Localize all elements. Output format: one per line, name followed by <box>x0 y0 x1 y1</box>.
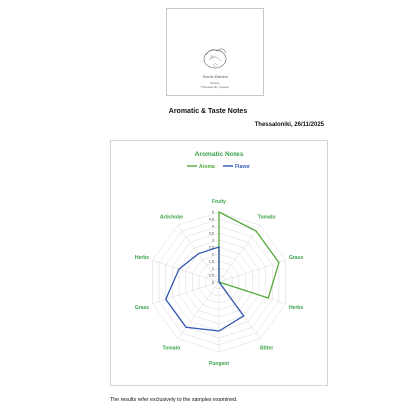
axis-label: Grass <box>288 254 304 261</box>
radar-chart <box>111 141 327 385</box>
axis-label: Pungent <box>209 361 229 367</box>
axis-label: Artichoke <box>159 214 183 221</box>
axis-label: Fruity <box>212 199 226 205</box>
logo-line: Winery <box>210 81 220 85</box>
axis-label: Grass <box>134 305 150 312</box>
tick-label: 0 <box>211 280 214 285</box>
tick-label: 4 <box>211 224 214 229</box>
axis-label: Bitter <box>260 345 274 352</box>
logo-emblem-icon <box>199 43 231 71</box>
tick-label: 5 <box>211 210 214 215</box>
tick-label: 0,5 <box>208 273 214 278</box>
logo-line: Thessaloniki, Greece <box>200 85 230 89</box>
tick-label: 3,5 <box>208 231 214 236</box>
tick-label: 3 <box>211 238 214 243</box>
document-place-date: Thessaloniki, 26/11/2025 <box>254 122 324 128</box>
chart-title: Aromatic Notes <box>194 151 244 158</box>
tick-label: 4,5 <box>208 217 214 222</box>
chart-frame <box>110 140 328 386</box>
footnote: The results refer exclusively to the samples examined. <box>110 397 238 403</box>
tick-label: 2 <box>211 252 214 257</box>
logo-wordmark: Texnis Eidolon <box>202 74 228 79</box>
tick-label: 2,5 <box>208 245 214 250</box>
legend-label: Aroma <box>199 164 215 170</box>
axis-label: Tomato <box>257 214 276 221</box>
axis-label: Tomato <box>162 345 181 352</box>
grid-spoke <box>219 225 260 282</box>
axis-label: Herbs <box>134 254 150 261</box>
logo-box <box>166 8 264 96</box>
axis-label: Herbs <box>288 305 304 312</box>
legend-label: Flavor <box>235 164 251 170</box>
tick-label: 1,5 <box>208 259 214 264</box>
tick-label: 1 <box>211 266 214 271</box>
document-title: Aromatic & Taste Notes <box>168 108 248 115</box>
